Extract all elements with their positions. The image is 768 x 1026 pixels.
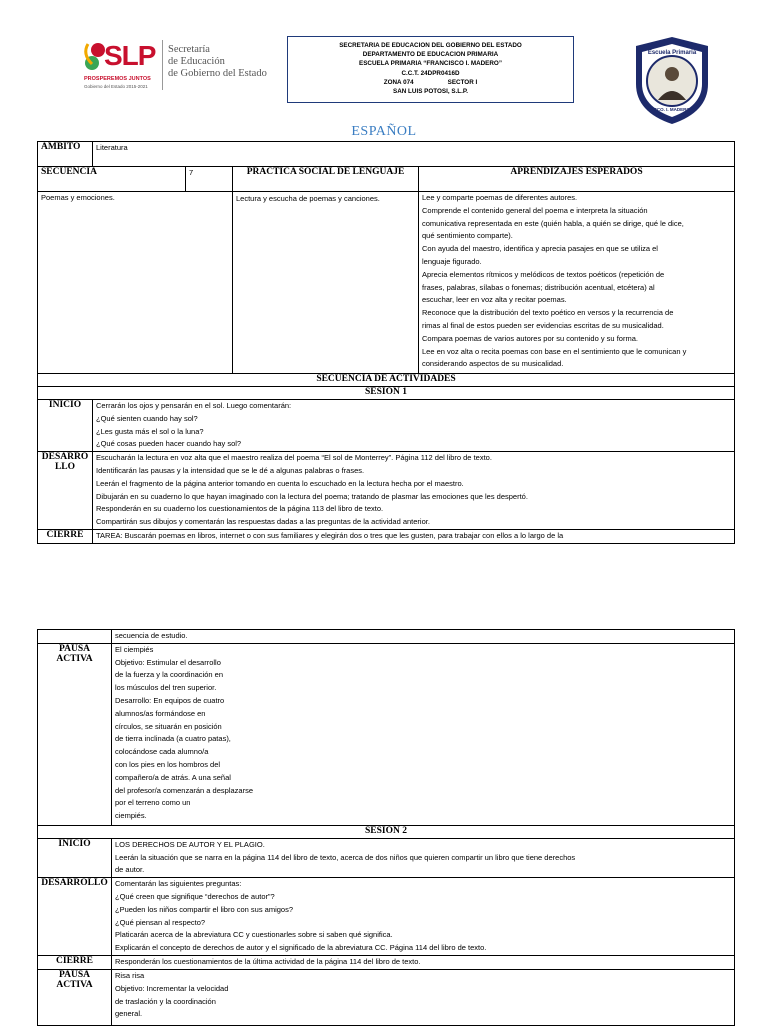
badge-bottom-text: FCO. I. MADERO bbox=[654, 107, 690, 112]
cierre2-label: CIERRE bbox=[38, 956, 112, 970]
continuation-text: secuencia de estudio. bbox=[112, 630, 735, 644]
pausa2-content: Risa risa Objetivo: Incrementar la velocidad de traslación y la coordinación general. bbox=[112, 969, 735, 1025]
logo-brand: SLP bbox=[104, 40, 156, 71]
ambito-value: Literatura bbox=[93, 142, 735, 167]
school-shield-icon bbox=[626, 34, 718, 126]
logo-subtag: Gobierno del Estado 2015-2021 bbox=[84, 84, 148, 89]
aprendizaje-line: Reconoce que la distribución del texto poético en versos y la recurrencia de bbox=[422, 308, 674, 318]
tema: Poemas y emociones. bbox=[38, 192, 233, 374]
aprendizaje-line: lenguaje figurado. bbox=[422, 256, 482, 266]
header-line-2: DEPARTAMENTO DE EDUCACION PRIMARIA bbox=[362, 51, 499, 59]
pausa2-row bbox=[38, 969, 735, 1025]
pausa1-label: PAUSA ACTIVA bbox=[38, 643, 112, 825]
sesion1-row bbox=[38, 387, 735, 400]
planning-table-2 bbox=[37, 629, 735, 1026]
zona: ZONA 074 bbox=[383, 78, 414, 86]
aprendizaje-line: Lee y comparte poemas de diferentes autores. bbox=[422, 193, 578, 202]
inicio-content: Cerrarán los ojos y pensarán en el sol. Luego comentarán: ¿Qué sienten cuando hay sol? ¿Les gusta más el sol o la luna? ¿Qué cosas pueden hacer cuando hay sol? bbox=[93, 400, 735, 452]
aprendizaje-line: considerando aspectos de su musicalidad. bbox=[422, 359, 564, 369]
aprendizaje-line: Aprecia elementos rítmicos y melódicos de textos poéticos (repetición de bbox=[422, 269, 665, 279]
school-badge bbox=[626, 34, 718, 126]
header-line-1: SECRETARIA DE EDUCACION DEL GOBIERNO DEL ESTADO bbox=[339, 42, 522, 49]
desarrollo2-label: DESARROLLO bbox=[38, 878, 112, 956]
badge-top-text: Escuela Primaria bbox=[647, 50, 697, 56]
pausa2-label: PAUSA ACTIVA bbox=[38, 969, 112, 1025]
aprendizaje-line: escuchar, leer en voz alta y recitar poemas. bbox=[422, 295, 567, 305]
header-line-4: C.C.T. 24DPR0416D bbox=[401, 69, 460, 77]
secuencia-header-row bbox=[38, 167, 735, 192]
pausa1-content: El ciempiés Objetivo: Estimular el desarrollo de la fuerza y la coordinación en los músculos del tren superior. Desarrollo: En equipos de cuatro alumnos/as formándose en círculos, se situarán en posición de tierra inclinada (a cuatro patas), colocándose cada alumno/a con los pies en los hombros del compañero/a de atrás. A una señal del profesor/a comenzarán a desplazarse por el terreno como un ciempiés. bbox=[112, 643, 735, 825]
subject-title: ESPAÑOL bbox=[351, 124, 417, 139]
zona-sector-line bbox=[288, 78, 573, 87]
sesion2-row bbox=[38, 825, 735, 838]
city: SAN LUIS POTOSI, S.L.P. bbox=[393, 88, 468, 96]
desarrollo2-content: Comentarán las siguientes preguntas: ¿Qué creen que signifique “derechos de autor”? ¿Pueden los niños compartir el libro con sus amigos? ¿Qué piensan al respecto? Platicarán acerca de la abreviatura CC y cuestionarles sobre si saben qué significa. Explicarán el concepto de derechos de autor y el significado de la abreviatura CC. Página 114 del libro de texto. bbox=[112, 878, 735, 956]
continuation-row bbox=[38, 630, 735, 644]
practica-value: Lectura y escucha de poemas y canciones. bbox=[233, 192, 419, 374]
cierre2-row bbox=[38, 956, 735, 970]
desarrollo2-row bbox=[38, 878, 735, 956]
content-row bbox=[38, 192, 735, 374]
aprendizaje-line: rimas al final de estos pueden ser evidencias escritas de su musicalidad. bbox=[422, 320, 664, 330]
logo-tagline: PROSPEREMOS JUNTOS bbox=[84, 76, 151, 82]
aprendizajes-list bbox=[419, 192, 735, 374]
aprendizaje-line: Lee en voz alta o recita poemas con base en el sentimiento que le comunican y bbox=[422, 346, 687, 356]
inicio2-row bbox=[38, 838, 735, 877]
inicio2-label: INICIO bbox=[38, 838, 112, 877]
sesion1-title: SESIÓN 1 bbox=[38, 387, 735, 400]
pausa1-row bbox=[38, 643, 735, 825]
cierre-label: CIERRE bbox=[38, 530, 93, 544]
secuencia-actividades-row bbox=[38, 374, 735, 387]
sesion2-title: SESIÓN 2 bbox=[38, 825, 735, 838]
desarrollo-content: Escucharán la lectura en voz alta que el maestro realiza del poema “El sol de Monterrey”. Página 112 del libro de texto. Identificarán las pausas y la intensidad que se le dé a algunas palabras o frases. Leerán el fragmento de la página anterior tomando en cuenta lo escuchado en la lectura hecha por el maestro. Dibujarán en su cuaderno lo que hayan imaginado con la lectura del poema; tratando de plasmar las emociones que les despertó. Responderán en su cuaderno los cuestionamientos de la página 113 del libro de texto. Compartirán sus dibujos y comentarán las respuestas dadas a las preguntas de la actividad anterior. bbox=[93, 452, 735, 530]
sector: SECTOR I bbox=[447, 78, 478, 86]
inicio-row bbox=[38, 400, 735, 452]
cierre2-content: Responderán los cuestionamientos de la última actividad de la página 114 del libro de texto. bbox=[112, 956, 735, 970]
inicio2-content: LOS DERECHOS DE AUTOR Y EL PLAGIO. Leerán la situación que se narra en la página 114 del libro de texto, acerca de dos niños que quieren compartir un libro que tiene derechos de autor. bbox=[112, 838, 735, 877]
logo-dept: Secretaría de Educación de Gobierno del Estado bbox=[168, 44, 267, 79]
aprendizaje-line: comunicativa representada en este (quién habla, a quién se dirige, qué le dice, bbox=[422, 218, 684, 228]
inicio-label: INICIO bbox=[38, 400, 93, 452]
secuencia-value: 7 bbox=[186, 167, 233, 192]
aprendizaje-line: qué sentimiento comparte). bbox=[422, 231, 513, 241]
aprendizaje-line: Con ayuda del maestro, identifica y aprecia pasajes en que se utiliza el bbox=[422, 244, 658, 254]
secuencia-actividades-title: SECUENCIA DE ACTIVIDADES bbox=[38, 374, 735, 387]
ambito-row bbox=[38, 142, 735, 167]
aprendizaje-line: frases, palabras, sílabas o fonemas; distribución acentual, etcétera) al bbox=[422, 282, 655, 292]
aprendizaje-line: Comprende el contenido general del poema e interpreta la situación bbox=[422, 205, 648, 215]
header-line-3: ESCUELA PRIMARIA “FRANCISCO I. MADERO” bbox=[359, 60, 502, 68]
slp-logo bbox=[80, 36, 270, 98]
cierre-row bbox=[38, 530, 735, 544]
cierre-content: TAREA: Buscarán poemas en libros, internet o con sus familiares y elegirán dos o tres que les gusten, para trabajar con ellos a lo largo de la bbox=[93, 530, 735, 544]
desarrollo-label: DESARROLLO bbox=[38, 452, 93, 530]
school-header-box bbox=[287, 36, 574, 103]
ambito-label: AMBITO bbox=[38, 142, 93, 167]
logo-divider bbox=[162, 40, 163, 90]
planning-table-1 bbox=[37, 141, 735, 544]
practica-label: PRACTICA SOCIAL DE LENGUAJE bbox=[233, 167, 419, 192]
aprendizajes-label: APRENDIZAJES ESPERADOS bbox=[419, 167, 735, 192]
secuencia-label: SECUENCIA bbox=[38, 167, 186, 192]
desarrollo-row bbox=[38, 452, 735, 530]
aprendizaje-line: Compara poemas de varios autores por su contenido y su forma. bbox=[422, 333, 638, 343]
